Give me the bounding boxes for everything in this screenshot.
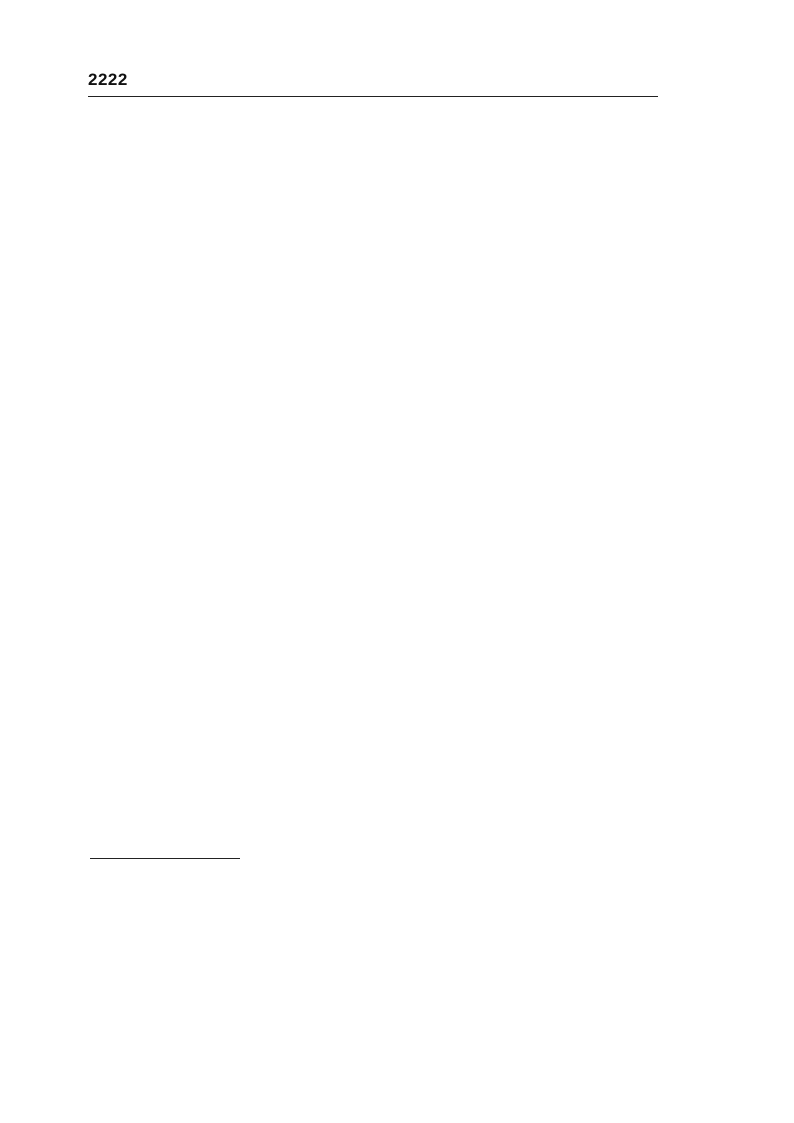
page-header (88, 70, 658, 97)
paragraph (90, 230, 660, 265)
footnote-divider (90, 858, 240, 859)
page-number: 2222 (88, 70, 128, 89)
paragraph (90, 195, 660, 230)
paragraph (90, 160, 660, 195)
paragraph (90, 125, 660, 160)
body-text (90, 125, 660, 265)
